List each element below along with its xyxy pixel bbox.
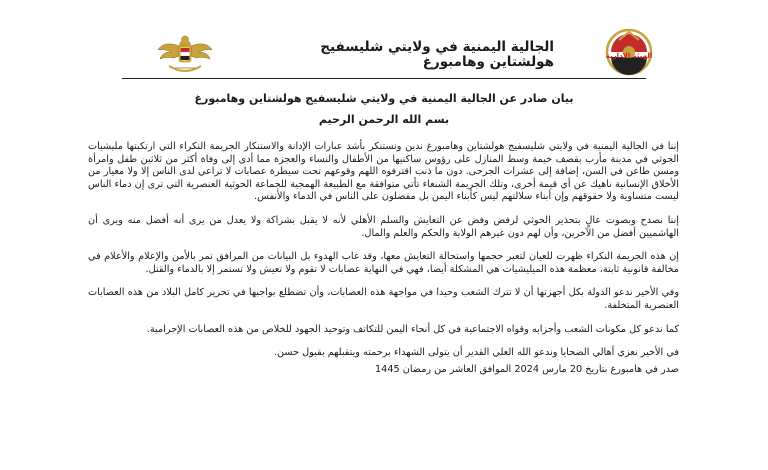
paragraph-call-state: وفي الأخير ندعو الدولة بكل أجهزتها أن لا تترك الشعب وحيدا في مواجهة هذه العصابات، وأن تضطلع بواجبها في تحرير كامل البلاد من هذه العصابات العنصرية المتخلفة. <box>88 287 679 311</box>
paragraph-warning: إننا نصدح وبصوت عالٍ بتحذير الحوثي لرفض وفض عن التعايش والسلم الأهلي لأنه لا يقبل بشراكة ولا يعدل من يرى أنه أفضل منه ويرى أن الهاشميين أفضل من الآخرين، وأن لهم دون غيرهم الولاية والحكم والعلم والمال. <box>88 214 679 239</box>
paragraph-call-people: كما ندعو كل مكونات الشعب وأحزابه وقواه الاجتماعية في كل أنحاء اليمن للتكاتف وتوحيد الجهود للخلاص من هذه العصابات الإجرامية. <box>146 323 679 335</box>
logo-caption: الهيئة الإدارية <box>605 52 653 60</box>
dateline: صدر في هامبورغ بتاريخ 20 مارس 2024 الموافق العاشر من رمضان 1445 <box>375 363 679 375</box>
org-header <box>320 40 554 70</box>
paragraph-crime: إن هذه الجريمة النكراء ظهرت للعيان لتعبر حجمها واستحالة التعايش معها، وقد غاب الهدوء بل البيانات من المرافق تمر بالأمن والإعلام والأعلام في مخالفة قانونية ثابتة، معظمة هذه الميليشيات هي المشكلة أيضا، فهي في النهاية عصابات لا تقوم ولا تعيش ولا تستمر إلا بالدماء والقتل. <box>88 251 679 275</box>
paragraph-condemnation: إننا في الجالية اليمنية في ولايتي شليسفيج هولشتاين وهامبورغ ندين ونستنكر بأشد عبارات الإدانة والاستنكار الجريمة النكراء التي ارتكبتها مليشيات الحوثي في مدينة مأرب بقصف خيمة وسط المنازل على رؤوس ساكنيها من الأطفال والنساء والعجزة مما أدى إلى وفاة أكثر من ثلاثين طفل وامرأة ومسن طاعن في السن، إضافة إلى عشرات الجرحى. دون ما ذنب اقترفوه اللهم وقوعهم تحت سيطرة عصابات لا تراعي لدى الناس إلا ولا معيار من الأخلاق الإنسانية ناهيك عن أي قيمة أخرى، وتلك الجريمة الشنعاء تأتي متوافقة مع الطبيعة الهمجية للجماعة الحوثية العنصرية التي ترى إن دماء الناس ليست متساوية ولا حقوقهم وإن أبناء سلالتهم ليس كأبناء اليمن بل مفضلون على الناس في الدماء والأنفس. <box>88 141 679 203</box>
org-name-line1: الجالية اليمنية في ولايتي شليسفيج <box>320 39 554 55</box>
paragraph-condolences: في الأخير نعزي أهالي الضحايا وندعو الله العلي القدير أن يتولى الشهداء برحمته ويتقبلهم بقبول حسن. <box>273 347 679 359</box>
org-name-line2: هولشتاين وهامبورغ <box>422 54 554 70</box>
basmala: بسم الله الرحمن الرحيم <box>318 113 450 126</box>
statement-body <box>88 141 679 387</box>
header-divider <box>122 78 646 79</box>
yemen-eagle-emblem-icon <box>155 30 215 80</box>
statement-title: بيان صادر عن الجالية اليمنية في ولايتي شليسفيج هولشتاين وهامبورغ <box>194 92 574 105</box>
